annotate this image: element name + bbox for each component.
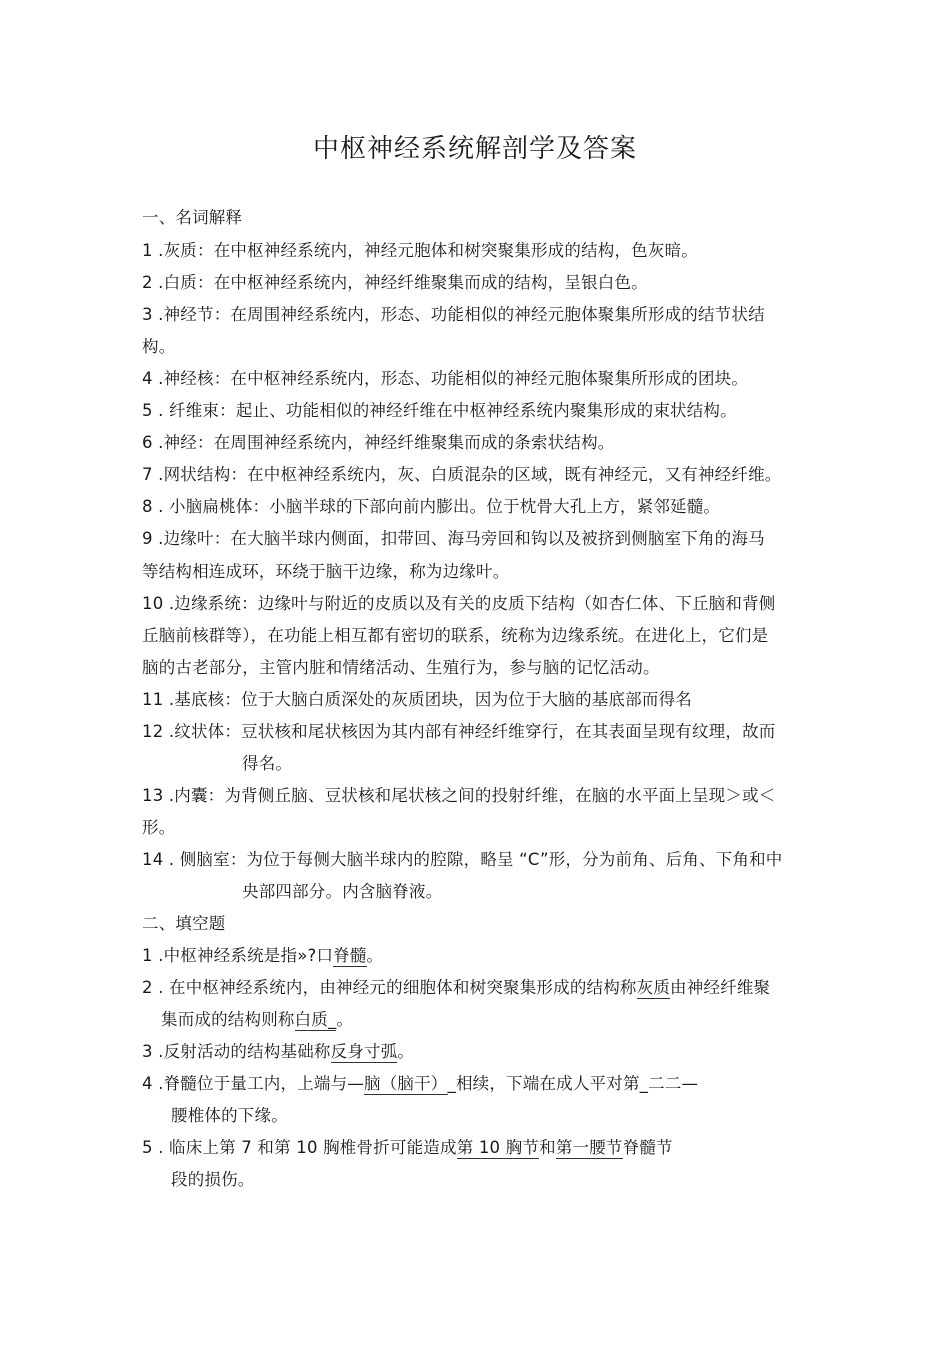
question-tail: 。 — [366, 946, 384, 965]
answer-blank: 脊髓 — [333, 946, 367, 965]
definition-line: 12 .纹状体：豆状核和尾状核因为其内部有神经纤维穿行，在其表面呈现有纹理，故而 — [142, 722, 776, 741]
definition-line: 11 .基底核：位于大脑白质深处的灰质团块，因为位于大脑的基底部而得名 — [142, 690, 692, 709]
answer-blank: 第 10 胸节 — [456, 1138, 540, 1157]
section-heading-fill-blank: 二、填空题 — [142, 914, 226, 933]
definition-line: 5 . 纤维束：起止、功能相似的神经纤维在中枢神经系统内聚集形成的束状结构。 — [142, 401, 737, 420]
fill-question-5-cont: 段的损伤。 — [171, 1170, 255, 1189]
definition-line: 央部四部分。内含脑脊液。 — [242, 882, 443, 901]
definition-line: 丘脑前核群等），在功能上相互都有密切的联系，统称为边缘系统。在进化上，它们是 — [142, 626, 769, 645]
definition-line: 13 .内囊：为背侧丘脑、豆状核和尾状核之间的投射纤维，在脑的水平面上呈现＞或＜ — [142, 786, 776, 805]
question-text: 5 . 临床上第 7 和第 10 胸椎骨折可能造成 — [142, 1138, 457, 1157]
question-text: 4 .脊髓位于量工内，上端与— — [142, 1074, 364, 1093]
definition-line: 形。 — [142, 818, 176, 837]
answer-blank: 灰质 — [636, 978, 671, 997]
fill-question-5 — [142, 1137, 673, 1159]
question-text: 1 .中枢神经系统是指»?口 — [142, 946, 334, 965]
answer-blank: 白质_ — [294, 1010, 337, 1029]
definition-line: 3 .神经节：在周围神经系统内，形态、功能相似的神经元胞体聚集所形成的结节状结 — [142, 305, 765, 324]
question-tail: 。 — [336, 1010, 354, 1029]
question-text: 和 — [539, 1138, 556, 1157]
question-tail: 。 — [397, 1042, 415, 1061]
fill-question-4-cont: 腰椎体的下缘。 — [171, 1106, 288, 1125]
definition-line: 2 .白质：在中枢神经系统内，神经纤维聚集而成的结构，呈银白色。 — [142, 273, 648, 292]
definition-line: 7 .网状结构：在中枢神经系统内，灰、白质混杂的区域，既有神经元，又有神经纤维。 — [142, 465, 782, 484]
definition-line: 9 .边缘叶：在大脑半球内侧面，扣带回、海马旁回和钩以及被挤到侧脑室下角的海马 — [142, 529, 765, 548]
definition-line: 构。 — [142, 337, 176, 356]
answer-blank: 脑（脑干） — [364, 1074, 448, 1093]
definition-line: 得名。 — [242, 754, 293, 773]
answer-blank: 反身寸弧 — [330, 1042, 398, 1061]
question-text: 2 . 在中枢神经系统内，由神经元的细胞体和树突聚集形成的结构称 — [142, 978, 637, 997]
page-title: 中枢神经系统解剖学及答案 — [312, 134, 637, 164]
definition-line: 6 .神经：在周围神经系统内，神经纤维聚集而成的条索状结构。 — [142, 433, 615, 452]
question-text: _相续，下端在成人平对第_二二— — [447, 1074, 699, 1093]
question-text: 3 .反射活动的结构基础称 — [142, 1042, 331, 1061]
definition-line: 4 .神经核：在中枢神经系统内，形态、功能相似的神经元胞体聚集所形成的团块。 — [142, 369, 749, 388]
question-text: 由神经纤维聚 — [670, 978, 771, 997]
definition-line: 等结构相连成环，环绕于脑干边缘，称为边缘叶。 — [142, 562, 510, 581]
fill-question-2 — [142, 977, 770, 999]
definition-line: 1 .灰质：在中枢神经系统内，神经元胞体和树突聚集形成的结构，色灰暗。 — [142, 241, 698, 260]
definition-line: 脑的古老部分，主管内脏和情绪活动、生殖行为，参与脑的记忆活动。 — [142, 658, 660, 677]
definition-line: 14 . 侧脑室：为位于每侧大脑半球内的腔隙，略呈 “C”形，分为前角、后角、下角和中 — [142, 850, 783, 869]
section-heading-definitions: 一、名词解释 — [142, 208, 243, 227]
answer-blank: 第一腰节 — [555, 1138, 623, 1157]
question-tail: 脊髓节 — [622, 1138, 673, 1157]
definition-line: 8 . 小脑扁桃体：小脑半球的下部向前内膨出。位于枕骨大孔上方，紧邻延髓。 — [142, 497, 721, 516]
definition-line: 10 .边缘系统：边缘叶与附近的皮质以及有关的皮质下结构（如杏仁体、下丘脑和背侧 — [142, 594, 776, 613]
fill-question-2-cont — [161, 1009, 353, 1031]
fill-question-1 — [142, 945, 383, 967]
question-text: 集而成的结构则称 — [161, 1010, 295, 1029]
fill-question-3 — [142, 1041, 414, 1063]
fill-question-4 — [142, 1073, 698, 1095]
